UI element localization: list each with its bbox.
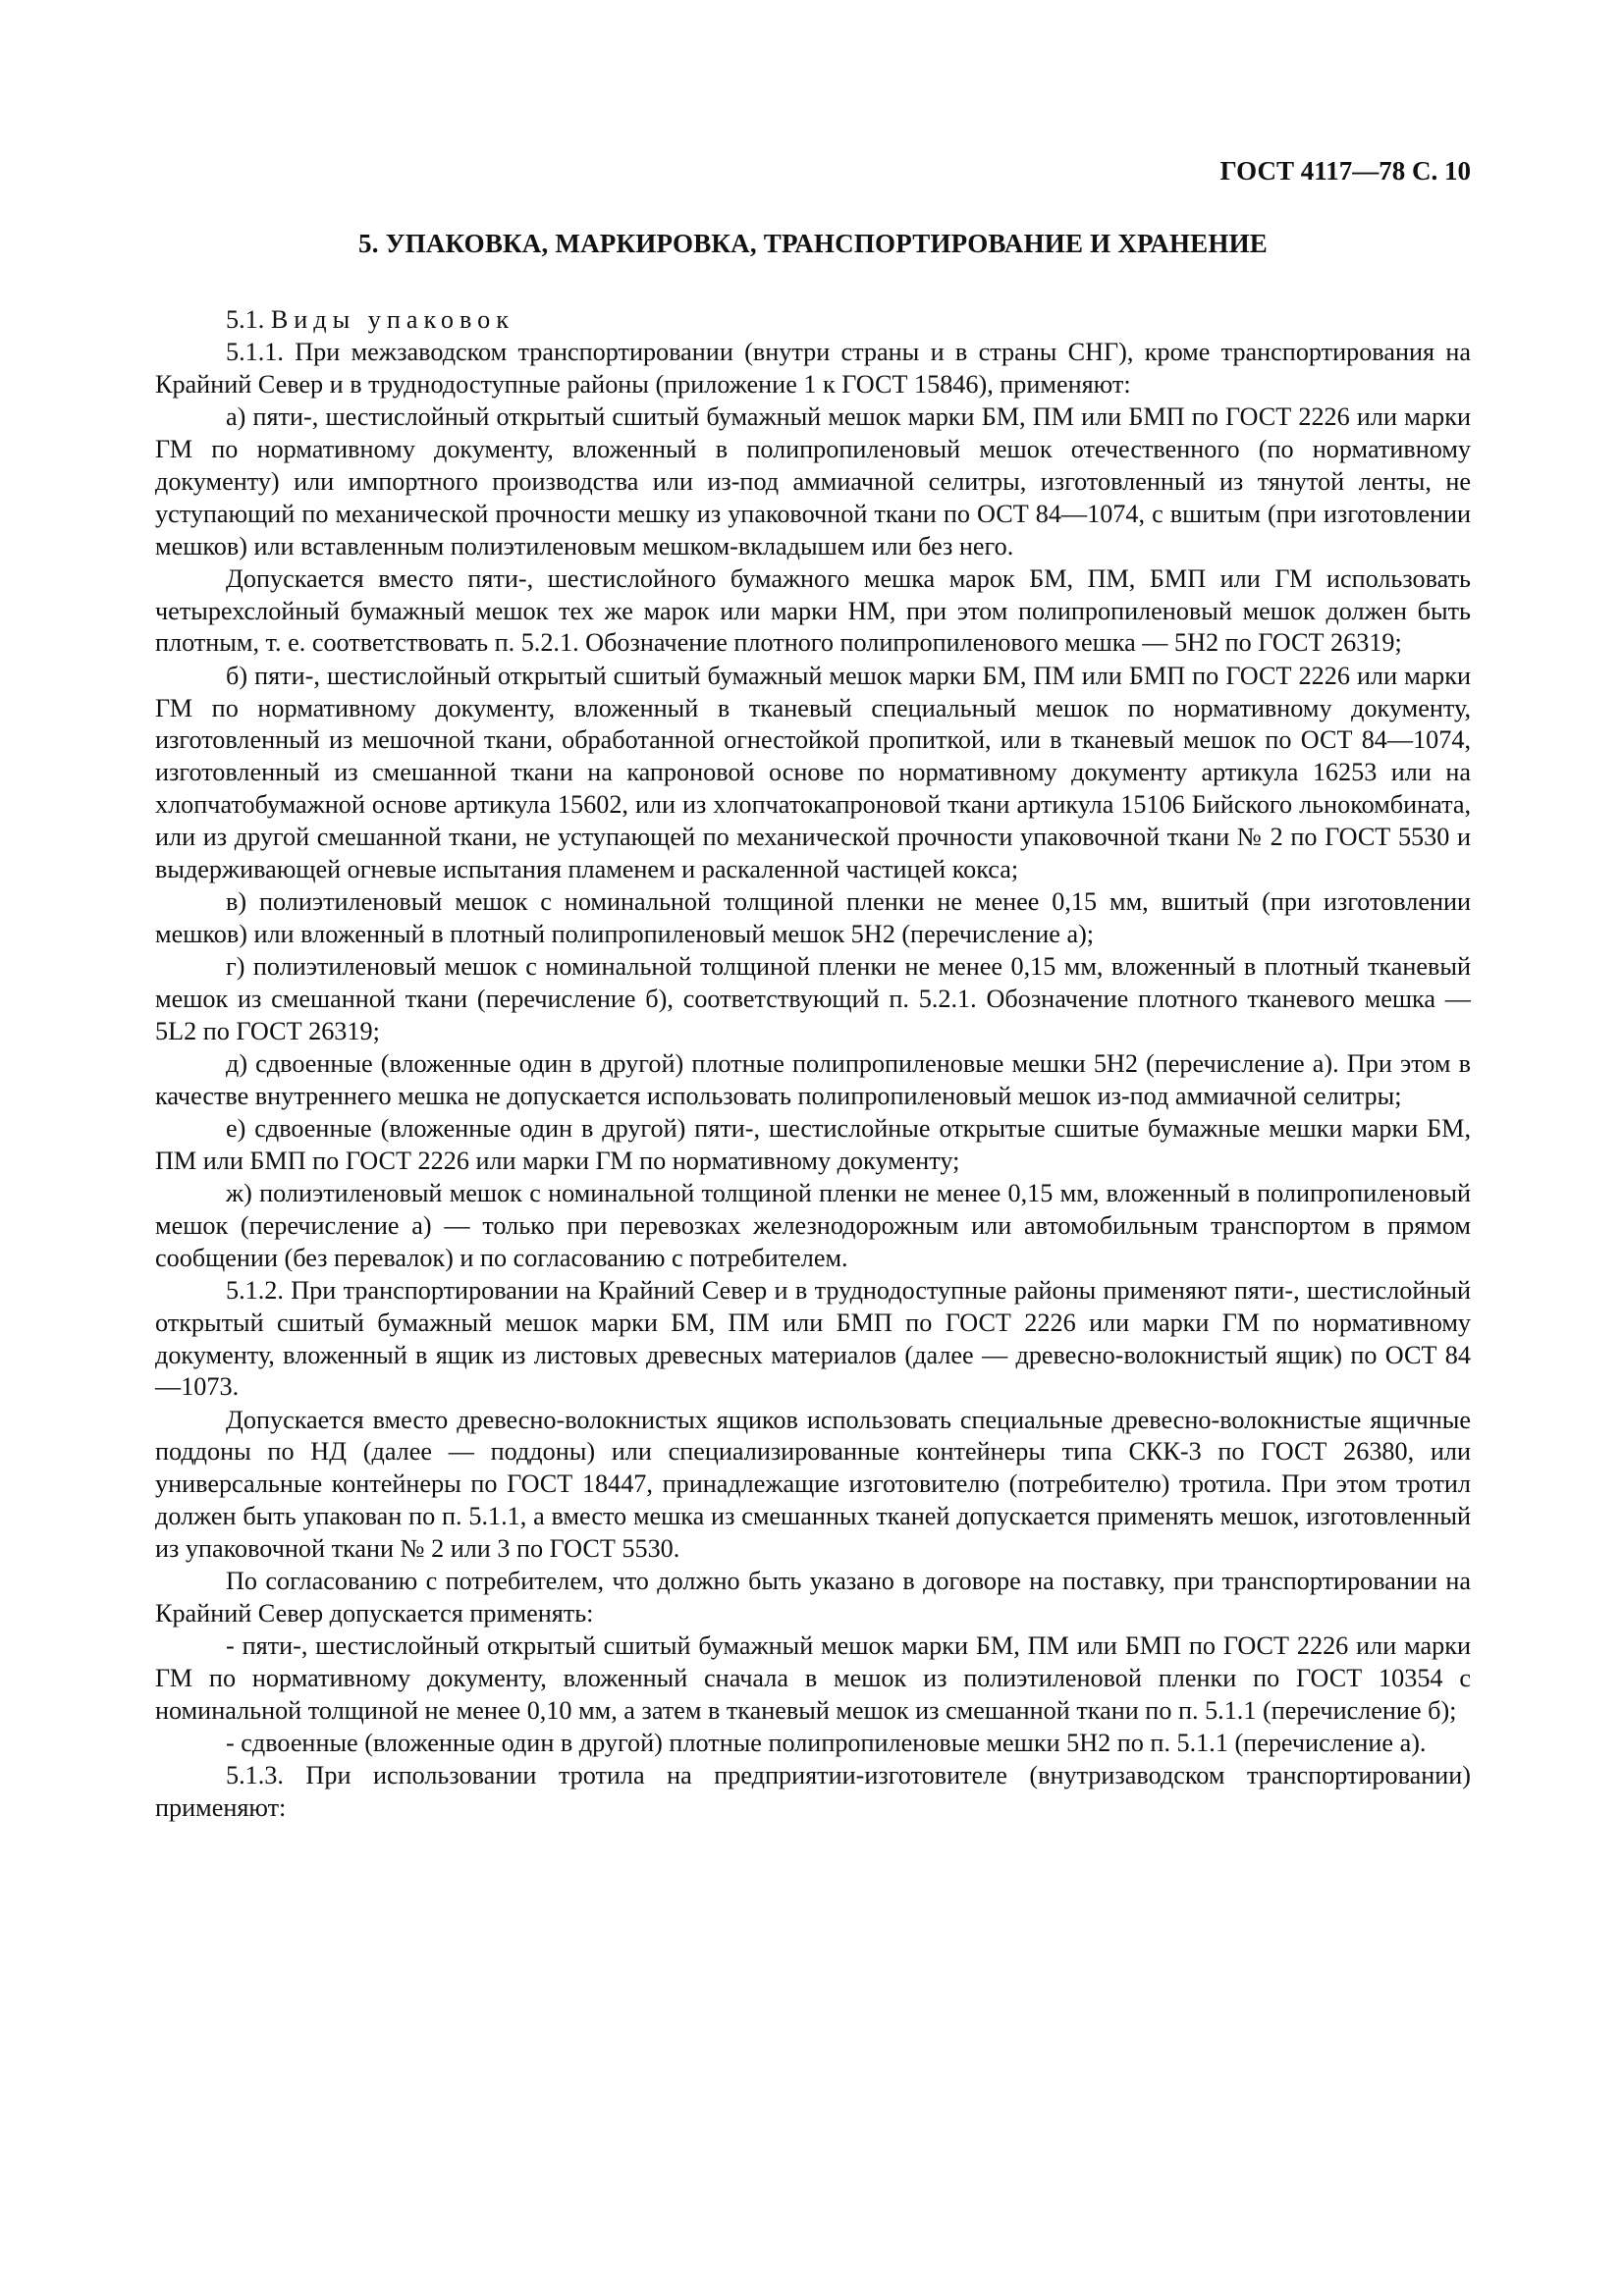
paragraph-5-1-2: 5.1.2. При транспортировании на Крайний Север и в труднодоступные районы применяют пяти-, шестислойный открытый сшитый бумажный мешок марки БМ, ПМ или БМП по ГОСТ 2226 или марки ГМ по нормативному документу, вложенный в ящик из листовых древесных материалов (далее — древесно-волокнистый ящик) по ОСТ 84—1073. [155,1275,1471,1402]
subsection-number: 5.1. [226,305,265,334]
paragraph-agreement: По согласованию с потребителем, что должно быть указано в договоре на поставку, при транспортировании на Крайний Север допускается применять: [155,1567,1471,1628]
dash-item-2: - сдвоенные (вложенные один в другой) плотные полипропиленовые мешки 5Н2 по п. 5.1.1 (перечисление а). [226,1729,1427,1758]
list-item-b: б) пяти-, шестислойный открытый сшитый бумажный мешок марки БМ, ПМ или БМП по ГОСТ 2226 или марки ГМ по нормативному документу, вложенный в тканевый специальный мешок по нормативному документу, изготовленный из мешочной ткани, обработанной огнестойкой пропиткой, или в тканевый мешок по ОСТ 84—1074, изготовленный из смешанной ткани на капроновой основе по нормативному документу артикула 16253 или на хлопчатобумажной основе артикула 15602, или из хлопчатокапроновой ткани артикула 15106 Бийского льнокомбината, или из другой смешанной ткани, не уступающей по механической прочности упаковочной ткани № 2 по ГОСТ 5530 и выдерживающей огневые испытания пламенем и раскаленной частицей кокса; [155,661,1471,883]
list-item-d: д) сдвоенные (вложенные один в другой) плотные полипропиленовые мешки 5Н2 (перечисление а). При этом в качестве внутреннего мешка не допускается использовать полипропиленовый мешок из-под аммиачной селитры; [155,1048,1471,1110]
list-item-zh: ж) полиэтиленовый мешок с номинальной толщиной пленки не менее 0,15 мм, вложенный в полипропиленовый мешок (перечисление а) — только при перевозках железнодорожным или автомобильным транспортом в прямом сообщении (без перевалок) и по согласованию с потребителем. [155,1179,1471,1272]
section-title: 5. УПАКОВКА, МАРКИРОВКА, ТРАНСПОРТИРОВАНИЕ И ХРАНЕНИЕ [358,229,1268,258]
subsection-heading [155,304,1471,337]
paragraph-5-1-1: 5.1.1. При межзаводском транспортировании (внутри страны и в страны СНГ), кроме транспортирования на Крайний Север и в труднодоступные районы (приложение 1 к ГОСТ 15846), применяют: [155,338,1471,400]
dash-item-1: - пяти-, шестислойный открытый сшитый бумажный мешок марки БМ, ПМ или БМП по ГОСТ 2226 или марки ГМ по нормативному документу, вложенный сначала в мешок из полиэтиленовой пленки по ГОСТ 10354 с номинальной толщиной не менее 0,10 мм, а затем в тканевый мешок из смешанной ткани по п. 5.1.1 (перечисление б); [155,1631,1471,1725]
document-page [155,155,1471,1825]
paragraph-allowance-pallets: Допускается вместо древесно-волокнистых ящиков использовать специальные древесно-волокнистые ящичные поддоны по НД (далее — поддоны) или специализированные контейнеры типа СКК-3 по ГОСТ 26380, или универсальные контейнеры по ГОСТ 18447, принадлежащие изготовителю (потребителю) тротила. При этом тротил должен быть упакован по п. 5.1.1, а вместо мешка из смешанных тканей допускается применять мешок, изготовленный из упаковочной ткани № 2 или 3 по ГОСТ 5530. [155,1405,1471,1563]
paragraph-allowance-4-layer: Допускается вместо пяти-, шестислойного бумажного мешка марок БМ, ПМ, БМП или ГМ использовать четырехслойный бумажный мешок тех же марок или марки НМ, при этом полипропиленовый мешок должен быть плотным, т. е. соответствовать п. 5.2.1. Обозначение плотного полипропиленового мешка — 5Н2 по ГОСТ 26319; [155,563,1471,658]
subsection-title: Виды упаковок [270,305,514,334]
document-body [155,304,1471,1825]
list-item-g: г) полиэтиленовый мешок с номинальной толщиной пленки не менее 0,15 мм, вложенный в плотный тканевый мешок из смешанной ткани (перечисление б), соответствующий п. 5.2.1. Обозначение плотного тканевого мешка — 5L2 по ГОСТ 26319; [155,951,1471,1045]
paragraph-5-1-3: 5.1.3. При использовании тротила на предприятии-изготовителе (внутризаводском транспортировании) применяют: [155,1761,1471,1823]
running-header: ГОСТ 4117—78 С. 10 [1219,156,1471,186]
list-item-a: а) пяти-, шестислойный открытый сшитый бумажный мешок марки БМ, ПМ или БМП по ГОСТ 2226 или марки ГМ по нормативному документу, вложенный в полипропиленовый мешок отечественного (по нормативному документу) или импортного производства или из-под аммиачной селитры, изготовленный из тянутой ленты, не уступающий по механической прочности мешку из упаковочной ткани по ОСТ 84—1074, с вшитым (при изготовлении мешков) или вставленным полиэтиленовым мешком-вкладышем или без него. [155,402,1471,561]
list-item-e: е) сдвоенные (вложенные один в другой) пяти-, шестислойные открытые сшитые бумажные мешки марки БМ, ПМ или БМП по ГОСТ 2226 или марки ГМ по нормативному документу; [155,1113,1471,1175]
list-item-v: в) полиэтиленовый мешок с номинальной толщиной пленки не менее 0,15 мм, вшитый (при изготовлении мешков) или вложенный в плотный полипропиленовый мешок 5Н2 (перечисление а); [155,886,1471,948]
